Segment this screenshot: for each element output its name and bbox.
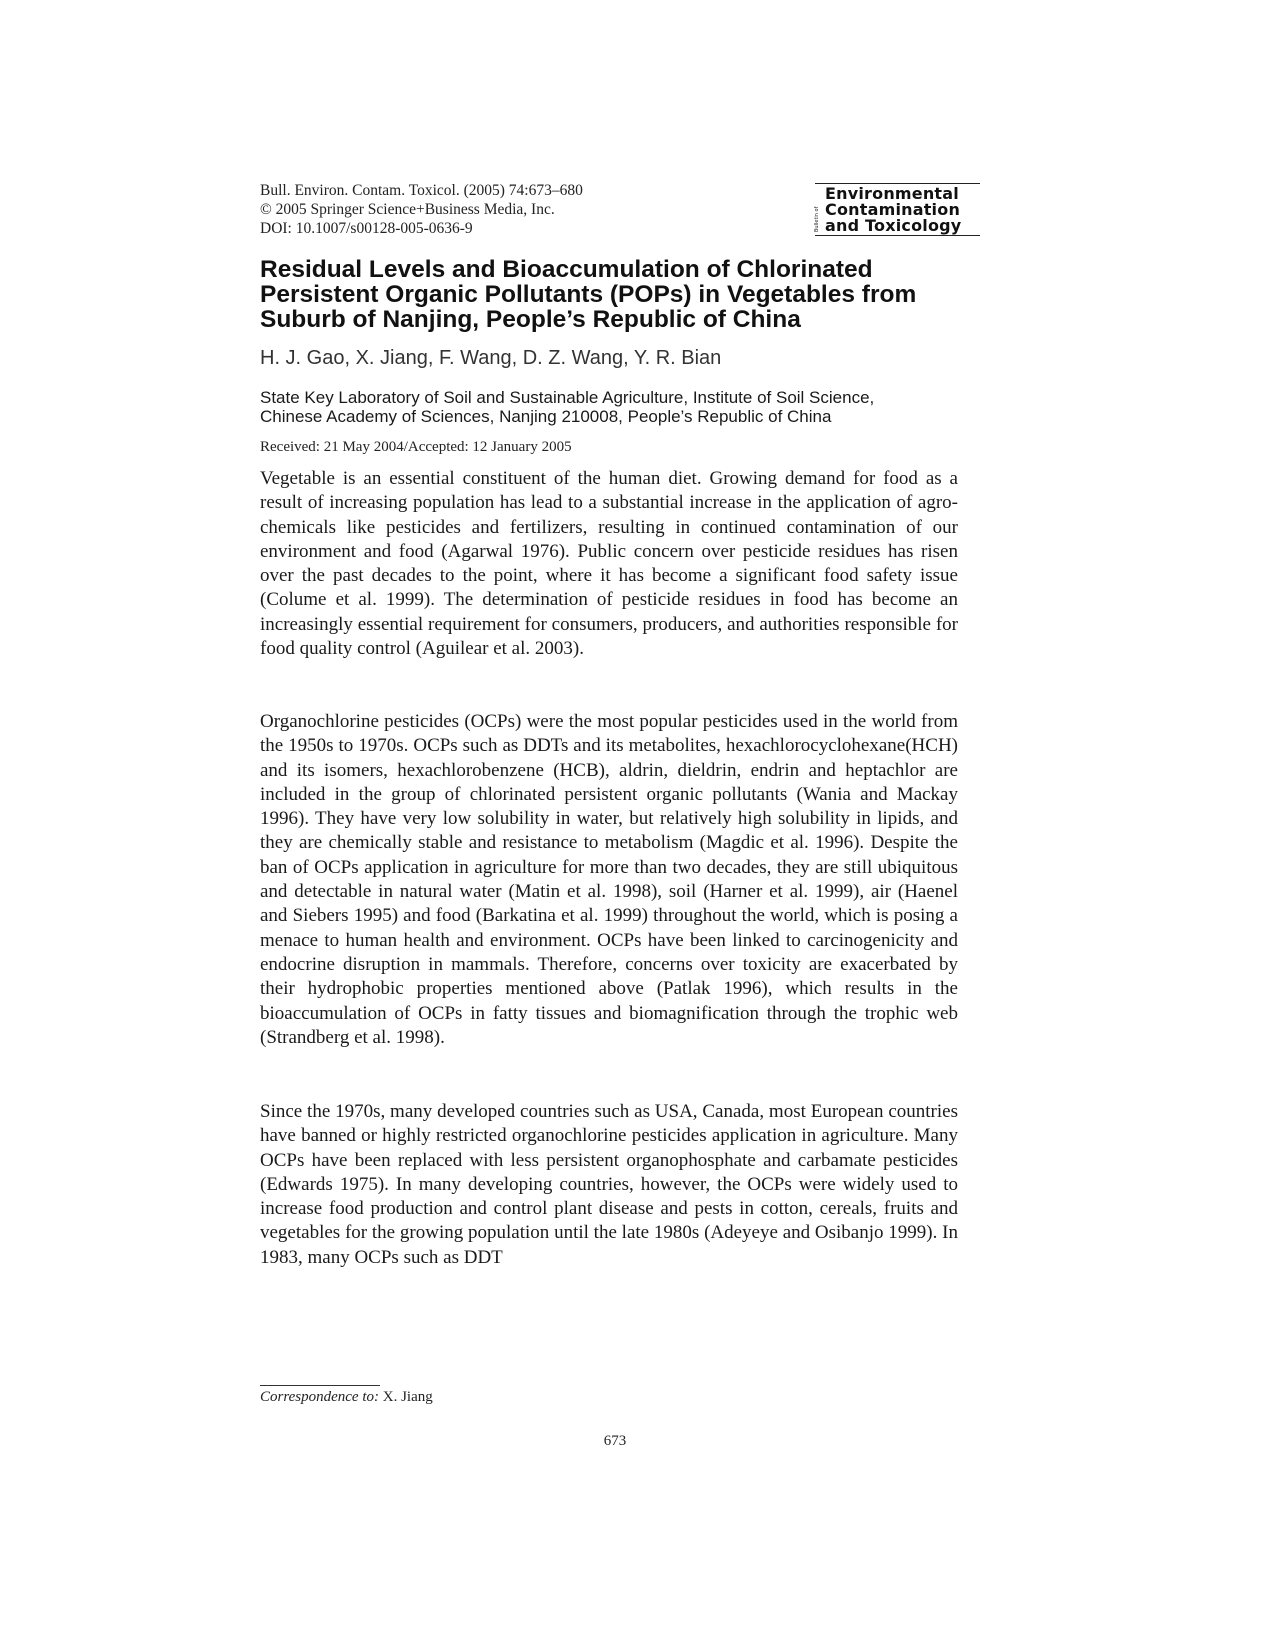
citation-doi-line: DOI: 10.1007/s00128-005-0636-9 [260,220,473,237]
footnote-label: Correspondence to: [260,1389,380,1405]
paper-title [260,257,980,332]
paper-title-line: Suburb of Nanjing, People’s Republic of China [260,306,801,333]
affiliation-line: Chinese Academy of Sciences, Nanjing 210008, People’s Republic of China [260,407,832,426]
received-dates: Received: 21 May 2004/Accepted: 12 January 2005 [260,439,572,455]
journal-logo-words [825,186,980,234]
journal-logo-line: Contamination [825,200,961,219]
citation-copyright-line: © 2005 Springer Science+Business Media, Inc. [260,201,555,218]
journal-logo-line: and Toxicology [825,216,962,235]
citation-journal-line: Bull. Environ. Contam. Toxicol. (2005) 74:673–680 [260,182,583,199]
footnote-divider [260,1385,380,1386]
page-number: 673 [603,1433,627,1449]
paper-title-line: Persistent Organic Pollutants (POPs) in Vegetables from [260,281,917,308]
correspondence-footnote [260,1388,433,1406]
paper-title-line: Residual Levels and Bioaccumulation of Chlorinated [260,256,873,283]
citation-block [260,181,583,238]
affiliation [260,388,874,426]
body-paragraph: Vegetable is an essential constituent of the human diet. Growing demand for food as a result of increasing population has lead to a substantial increase in the application of agro-chemicals like pesticides and fertilizers, resulting in continued contamination of our environment and food (Agarwal 1976). Public concern over pesticide residues has risen over the past decades to the point, where it has become a significant food safety issue (Colume et al. 1999). The determination of pesticide residues in food has become an increasingly essential requirement for consumers, producers, and authorities responsible for food quality control (Aguilear et al. 2003). [260,468,958,660]
body-paragraph: Organochlorine pesticides (OCPs) were the most popular pesticides used in the world from the 1950s to 1970s. OCPs such as DDTs and its metabolites, hexachlorocyclohexane(HCH) and its isomers, hexachlorobenzene (HCB), aldrin, dieldrin, endrin and heptachlor are included in the group of chlorinated persistent organic pollutants (Wania and Mackay 1996). They have very low solubility in water, but relatively high solubility in lipids, and they are chemically stable and resistance to metabolism (Magdic et al. 1996). Despite the ban of OCPs application in agriculture for more than two decades, they are still ubiquitous and detectable in natural water (Matin et al. 1998), soil (Harner et al. 1999), air (Haenel and Siebers 1995) and food (Barkatina et al. 1999) throughout the world, which is posing a menace to human health and environment. OCPs have been linked to carcinogenicity and endocrine disruption in mammals. Therefore, concerns over toxicity are exacerbated by their hydrophobic properties mentioned above (Patlak 1996), which results in the bioaccumulation of OCPs in fatty tissues and biomagnification through the trophic web (Strandberg et al. 1998). [260,711,958,1048]
journal-logo-side-text: Bulletin of [814,206,820,232]
journal-logo-line: Environmental [825,184,959,203]
affiliation-line: State Key Laboratory of Soil and Sustainable Agriculture, Institute of Soil Science, [260,388,875,407]
journal-logo [815,183,980,236]
body-paragraph: Since the 1970s, many developed countries such as USA, Canada, most European countries have banned or highly restricted organochlorine pesticides application in agriculture. Many OCPs have been replaced with less persistent organophosphate and carbamate pesticides (Edwards 1975). In many developing countries, however, the OCPs were widely used to increase food production and control plant disease and pests in cotton, cereals, fruits and vegetables for the growing population until the late 1980s (Adeyeye and Osibanjo 1999). In 1983, many OCPs such as DDT [260,1101,958,1268]
footnote-value: X. Jiang [379,1389,433,1405]
author-list: H. J. Gao, X. Jiang, F. Wang, D. Z. Wang, Y. R. Bian [260,347,722,369]
